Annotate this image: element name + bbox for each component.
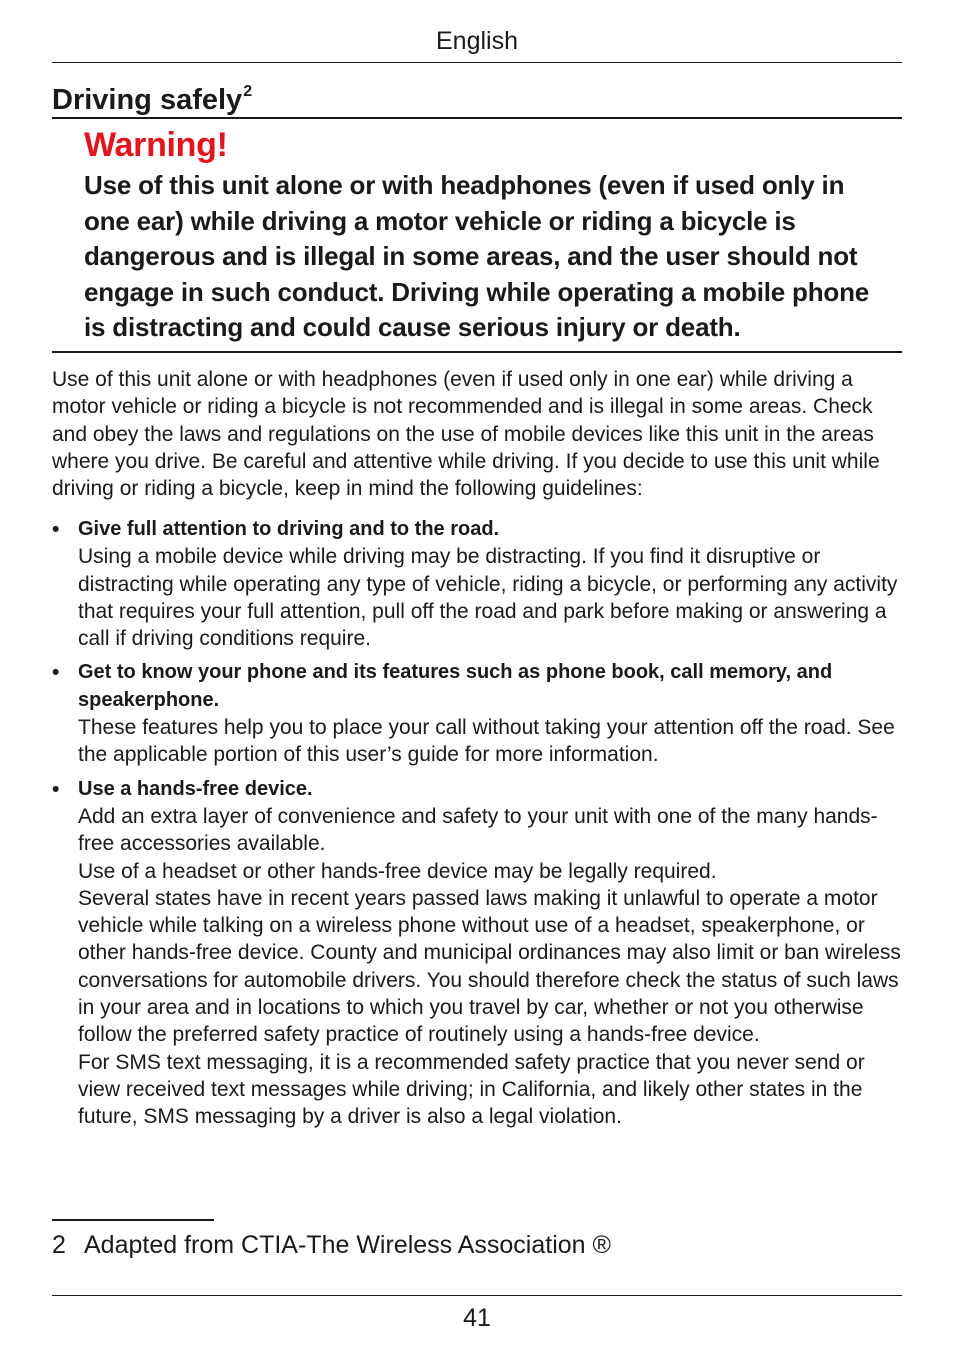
bullet: • bbox=[52, 777, 60, 801]
guideline-item bbox=[52, 516, 902, 652]
guideline-item bbox=[52, 659, 902, 768]
section-title-text: Driving safely bbox=[52, 84, 243, 116]
bullet: • bbox=[52, 661, 60, 685]
footer-rule bbox=[52, 1295, 902, 1296]
guideline-paragraph: For SMS text messaging, it is a recommended safety practice that you never send or view received text messages while driving; in California, and likely other states in the future, SMS messaging by a driver is also a legal violation. bbox=[78, 1050, 865, 1129]
footnote-rule bbox=[52, 1219, 214, 1221]
guideline-paragraph: Using a mobile device while driving may be distracting. If you find it disruptive or distracting while operating any type of vehicle, riding a bicycle, or performing any activity that requires your full attention, pull off the road and park before making or answering a call if driving conditions require. bbox=[78, 545, 898, 651]
section-title bbox=[52, 72, 252, 120]
guideline-paragraph: These features help you to place your call without taking your attention off the road. See the applicable portion of this user’s guide for more information. bbox=[78, 716, 895, 767]
footnote-number: 2 bbox=[52, 1231, 66, 1259]
bullet: • bbox=[52, 518, 60, 541]
section-footnote-ref: 2 bbox=[243, 83, 253, 100]
footnote bbox=[52, 1229, 611, 1261]
warning-text: Use of this unit alone or with headphones (even if used only in one ear) while driving a motor vehicle or riding a bicycle is dangerous and is illegal in some areas, and the user should not engage in such conduct. Driving while operating a mobile phone is distracting and could cause serious injury or death. bbox=[84, 170, 870, 342]
warning-rule bbox=[52, 351, 902, 353]
guideline-title: Use a hands-free device. bbox=[78, 777, 313, 800]
guideline-title: Give full attention to driving and to the road. bbox=[78, 518, 500, 540]
warning-box bbox=[84, 122, 884, 346]
guideline-title: Get to know your phone and its features such as phone book, call memory, and speakerphone. bbox=[78, 661, 833, 711]
warning-title: Warning! bbox=[84, 126, 228, 164]
guideline-paragraph: Several states have in recent years passed laws making it unlawful to operate a motor vehicle while talking on a wireless phone without use of a headset, speakerphone, or other hands-free device. County and municipal ordinances may also limit or ban wireless conversations for automobile drivers. You should therefore check the status of such laws in your area and in locations to which you travel by car, whether or not you otherwise follow the preferred safety practice of routinely using a hands-free device. bbox=[78, 886, 901, 1047]
header-language: English bbox=[436, 27, 518, 55]
document-page bbox=[52, 0, 902, 1354]
intro-paragraph: Use of this unit alone or with headphones (even if used only in one ear) while driving a motor vehicle or riding a bicycle is not recommended and is illegal in some areas. Check and obey the laws and regulations on the use of mobile devices like this unit in the areas where you drive. Be careful and attentive while driving. If you decide to use this unit while driving or riding a bicycle, keep in mind the following guidelines: bbox=[52, 368, 880, 501]
guideline-item bbox=[52, 776, 902, 1131]
footnote-text: Adapted from CTIA-The Wireless Association ® bbox=[84, 1231, 611, 1259]
page-number: 41 bbox=[463, 1304, 491, 1332]
guideline-paragraph: Add an extra layer of convenience and safety to your unit with one of the many hands-free accessories available. bbox=[78, 804, 878, 856]
guideline-paragraph: Use of a headset or other hands-free device may be legally required. bbox=[78, 859, 717, 883]
guidelines-list bbox=[52, 516, 902, 1138]
header-rule bbox=[52, 62, 902, 63]
section-title-rule bbox=[52, 117, 902, 119]
